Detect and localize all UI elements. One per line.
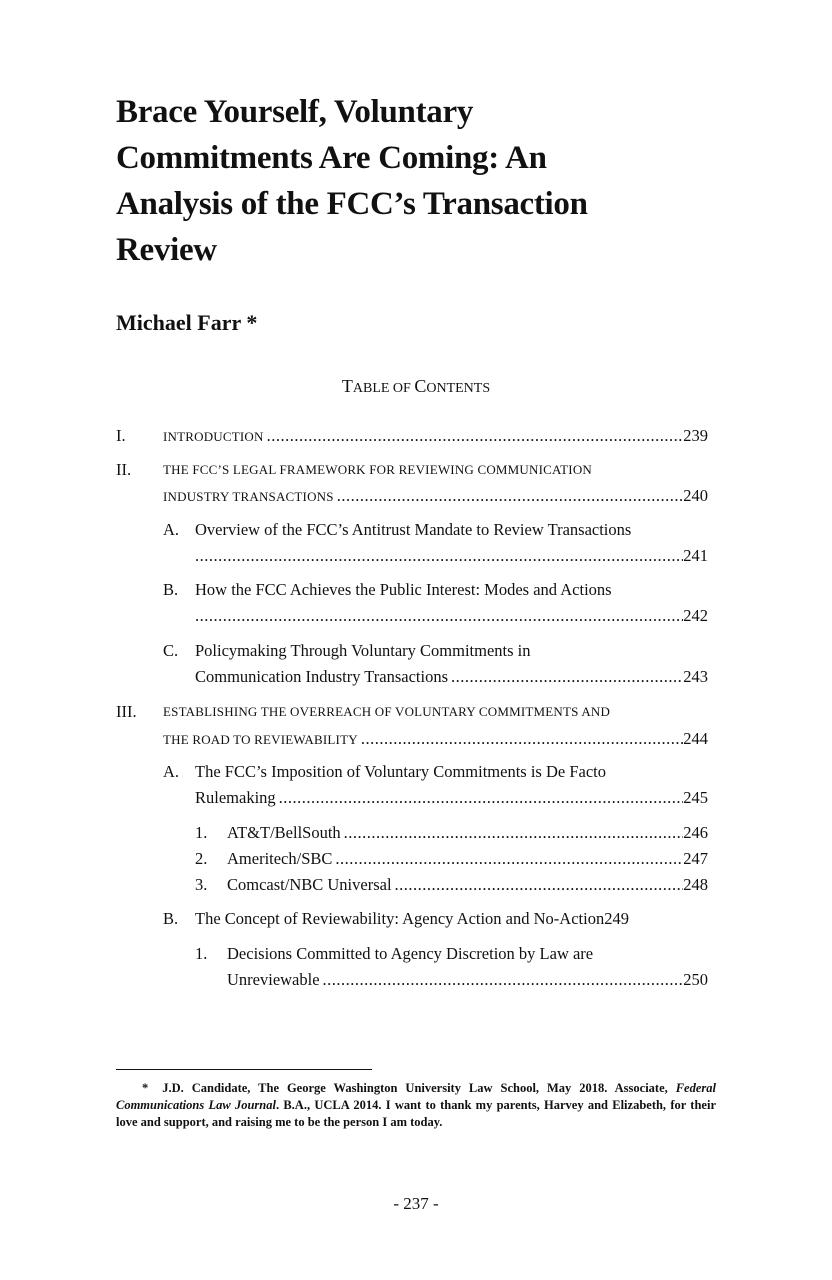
page-number: - 237 -	[393, 1194, 439, 1213]
toc-entry-line: Policymaking Through Voluntary Commitments in	[195, 641, 531, 660]
toc-num-iii-b: B.	[163, 909, 179, 928]
toc-entry-line: THE FCC’S LEGAL FRAMEWORK FOR REVIEWING COMMUNICATION	[163, 462, 593, 477]
toc-page-number: 244	[683, 729, 708, 748]
toc-heading	[0, 374, 832, 401]
toc-page-number: 239	[683, 426, 708, 445]
dot-leader	[276, 787, 684, 809]
toc-page-number: 250	[683, 970, 708, 989]
toc-entry-label: Comcast/NBC Universal	[227, 875, 392, 894]
footnote-divider	[116, 1069, 372, 1070]
toc-num-iii-a-2: 2.	[195, 849, 208, 868]
toc-entry-reviewability[interactable]	[195, 908, 629, 930]
dot-leader	[334, 485, 684, 507]
toc-entry-label: INDUSTRY TRANSACTIONS	[163, 489, 334, 504]
toc-entry-label: INTRODUCTION	[163, 429, 264, 444]
toc-entry-label: Ameritech/SBC	[227, 849, 333, 868]
toc-entry-label: Communication Industry Transactions	[195, 667, 448, 686]
toc-entry-ameritech-sbc[interactable]	[227, 848, 708, 870]
toc-entry-comcast-nbc[interactable]	[227, 874, 708, 896]
toc-entry-public-interest[interactable]	[195, 605, 708, 627]
toc-entry-overreach[interactable]	[163, 728, 708, 751]
toc-entry-line: How the FCC Achieves the Public Interest: Modes and Actions	[195, 580, 612, 599]
toc-page-number: 247	[683, 849, 708, 868]
toc-num-iii-a-1: 1.	[195, 823, 208, 842]
toc-entry-label: AT&T/BellSouth	[227, 823, 341, 842]
toc-heading-ontents: ONTENTS	[426, 381, 491, 396]
toc-num-ii-a: A.	[163, 520, 180, 539]
title-line-3: Analysis of the FCC’s Transaction	[116, 186, 588, 222]
toc-entry-att-bellsouth[interactable]	[227, 822, 708, 844]
toc-entry-label: Unreviewable	[227, 970, 320, 989]
title-line-2: Commitments Are Coming: An	[116, 140, 547, 176]
toc-heading-t: T	[341, 376, 353, 396]
author-name: Michael Farr *	[116, 310, 258, 335]
toc-entry-line: The FCC’s Imposition of Voluntary Commitments is De Facto	[195, 762, 606, 781]
toc-num-ii-b: B.	[163, 580, 179, 599]
dot-leader	[332, 848, 683, 870]
toc-page-number: 241	[683, 546, 708, 565]
toc-page-number: 242	[683, 606, 708, 625]
toc-page-number: 240	[683, 486, 708, 505]
toc-page-number: 245	[683, 788, 708, 807]
toc-entry-label: Rulemaking	[195, 788, 276, 807]
dot-leader	[448, 666, 683, 688]
toc-entry-introduction[interactable]	[163, 425, 708, 448]
toc-num-ii-c: C.	[163, 641, 179, 660]
dot-leader	[195, 545, 683, 567]
toc-num-ii: II.	[116, 460, 132, 479]
toc-entry-antitrust-mandate[interactable]	[195, 545, 708, 567]
footnote-text-before: J.D. Candidate, The George Washington University Law School, May 2018. Associate,	[162, 1081, 676, 1095]
title-line-1: Brace Yourself, Voluntary	[116, 94, 474, 130]
footnote-journal-name: Federal Communications Law Journal	[116, 1081, 716, 1112]
dot-leader	[264, 425, 684, 447]
toc-entry-line: Overview of the FCC’s Antitrust Mandate to Review Transactions	[195, 520, 632, 539]
toc-page-number: 248	[683, 875, 708, 894]
toc-num-iii-b-1: 1.	[195, 944, 208, 963]
toc-num-i: I.	[116, 426, 126, 445]
toc-page-number: 243	[683, 667, 708, 686]
toc-entry-legal-framework[interactable]	[163, 485, 708, 508]
toc-num-iii: III.	[116, 702, 137, 721]
toc-entry-label: THE ROAD TO REVIEWABILITY	[163, 732, 358, 747]
footnote	[116, 1080, 716, 1131]
dot-leader	[320, 969, 684, 991]
toc-entry-label: The Concept of Reviewability: Agency Action and No-Action	[195, 909, 605, 928]
toc-entry-line: ESTABLISHING THE OVERREACH OF VOLUNTARY COMMITMENTS AND	[163, 704, 611, 719]
toc-entry-agency-discretion[interactable]	[227, 969, 708, 991]
toc-heading-able-of: ABLE OF	[352, 381, 415, 396]
toc-num-iii-a: A.	[163, 762, 180, 781]
toc-entry-policymaking[interactable]	[195, 666, 708, 688]
dot-leader	[195, 605, 683, 627]
toc-entry-de-facto-rulemaking[interactable]	[195, 787, 708, 809]
title-line-4: Review	[116, 232, 217, 268]
dot-leader	[341, 822, 684, 844]
toc-page-number: 249	[604, 909, 629, 928]
dot-leader	[358, 728, 683, 750]
toc-num-iii-a-3: 3.	[195, 875, 208, 894]
footnote-mark: *	[142, 1081, 149, 1095]
dot-leader	[392, 874, 684, 896]
toc-heading-c: C	[414, 376, 427, 396]
toc-entry-line: Decisions Committed to Agency Discretion by Law are	[227, 944, 594, 963]
footnote-text-after: . B.A., UCLA 2014. I want to thank my parents, Harvey and Elizabeth, for their love and support, and raising me to be the person I am today.	[116, 1098, 716, 1129]
article-title	[116, 89, 756, 273]
toc-page-number: 246	[683, 823, 708, 842]
